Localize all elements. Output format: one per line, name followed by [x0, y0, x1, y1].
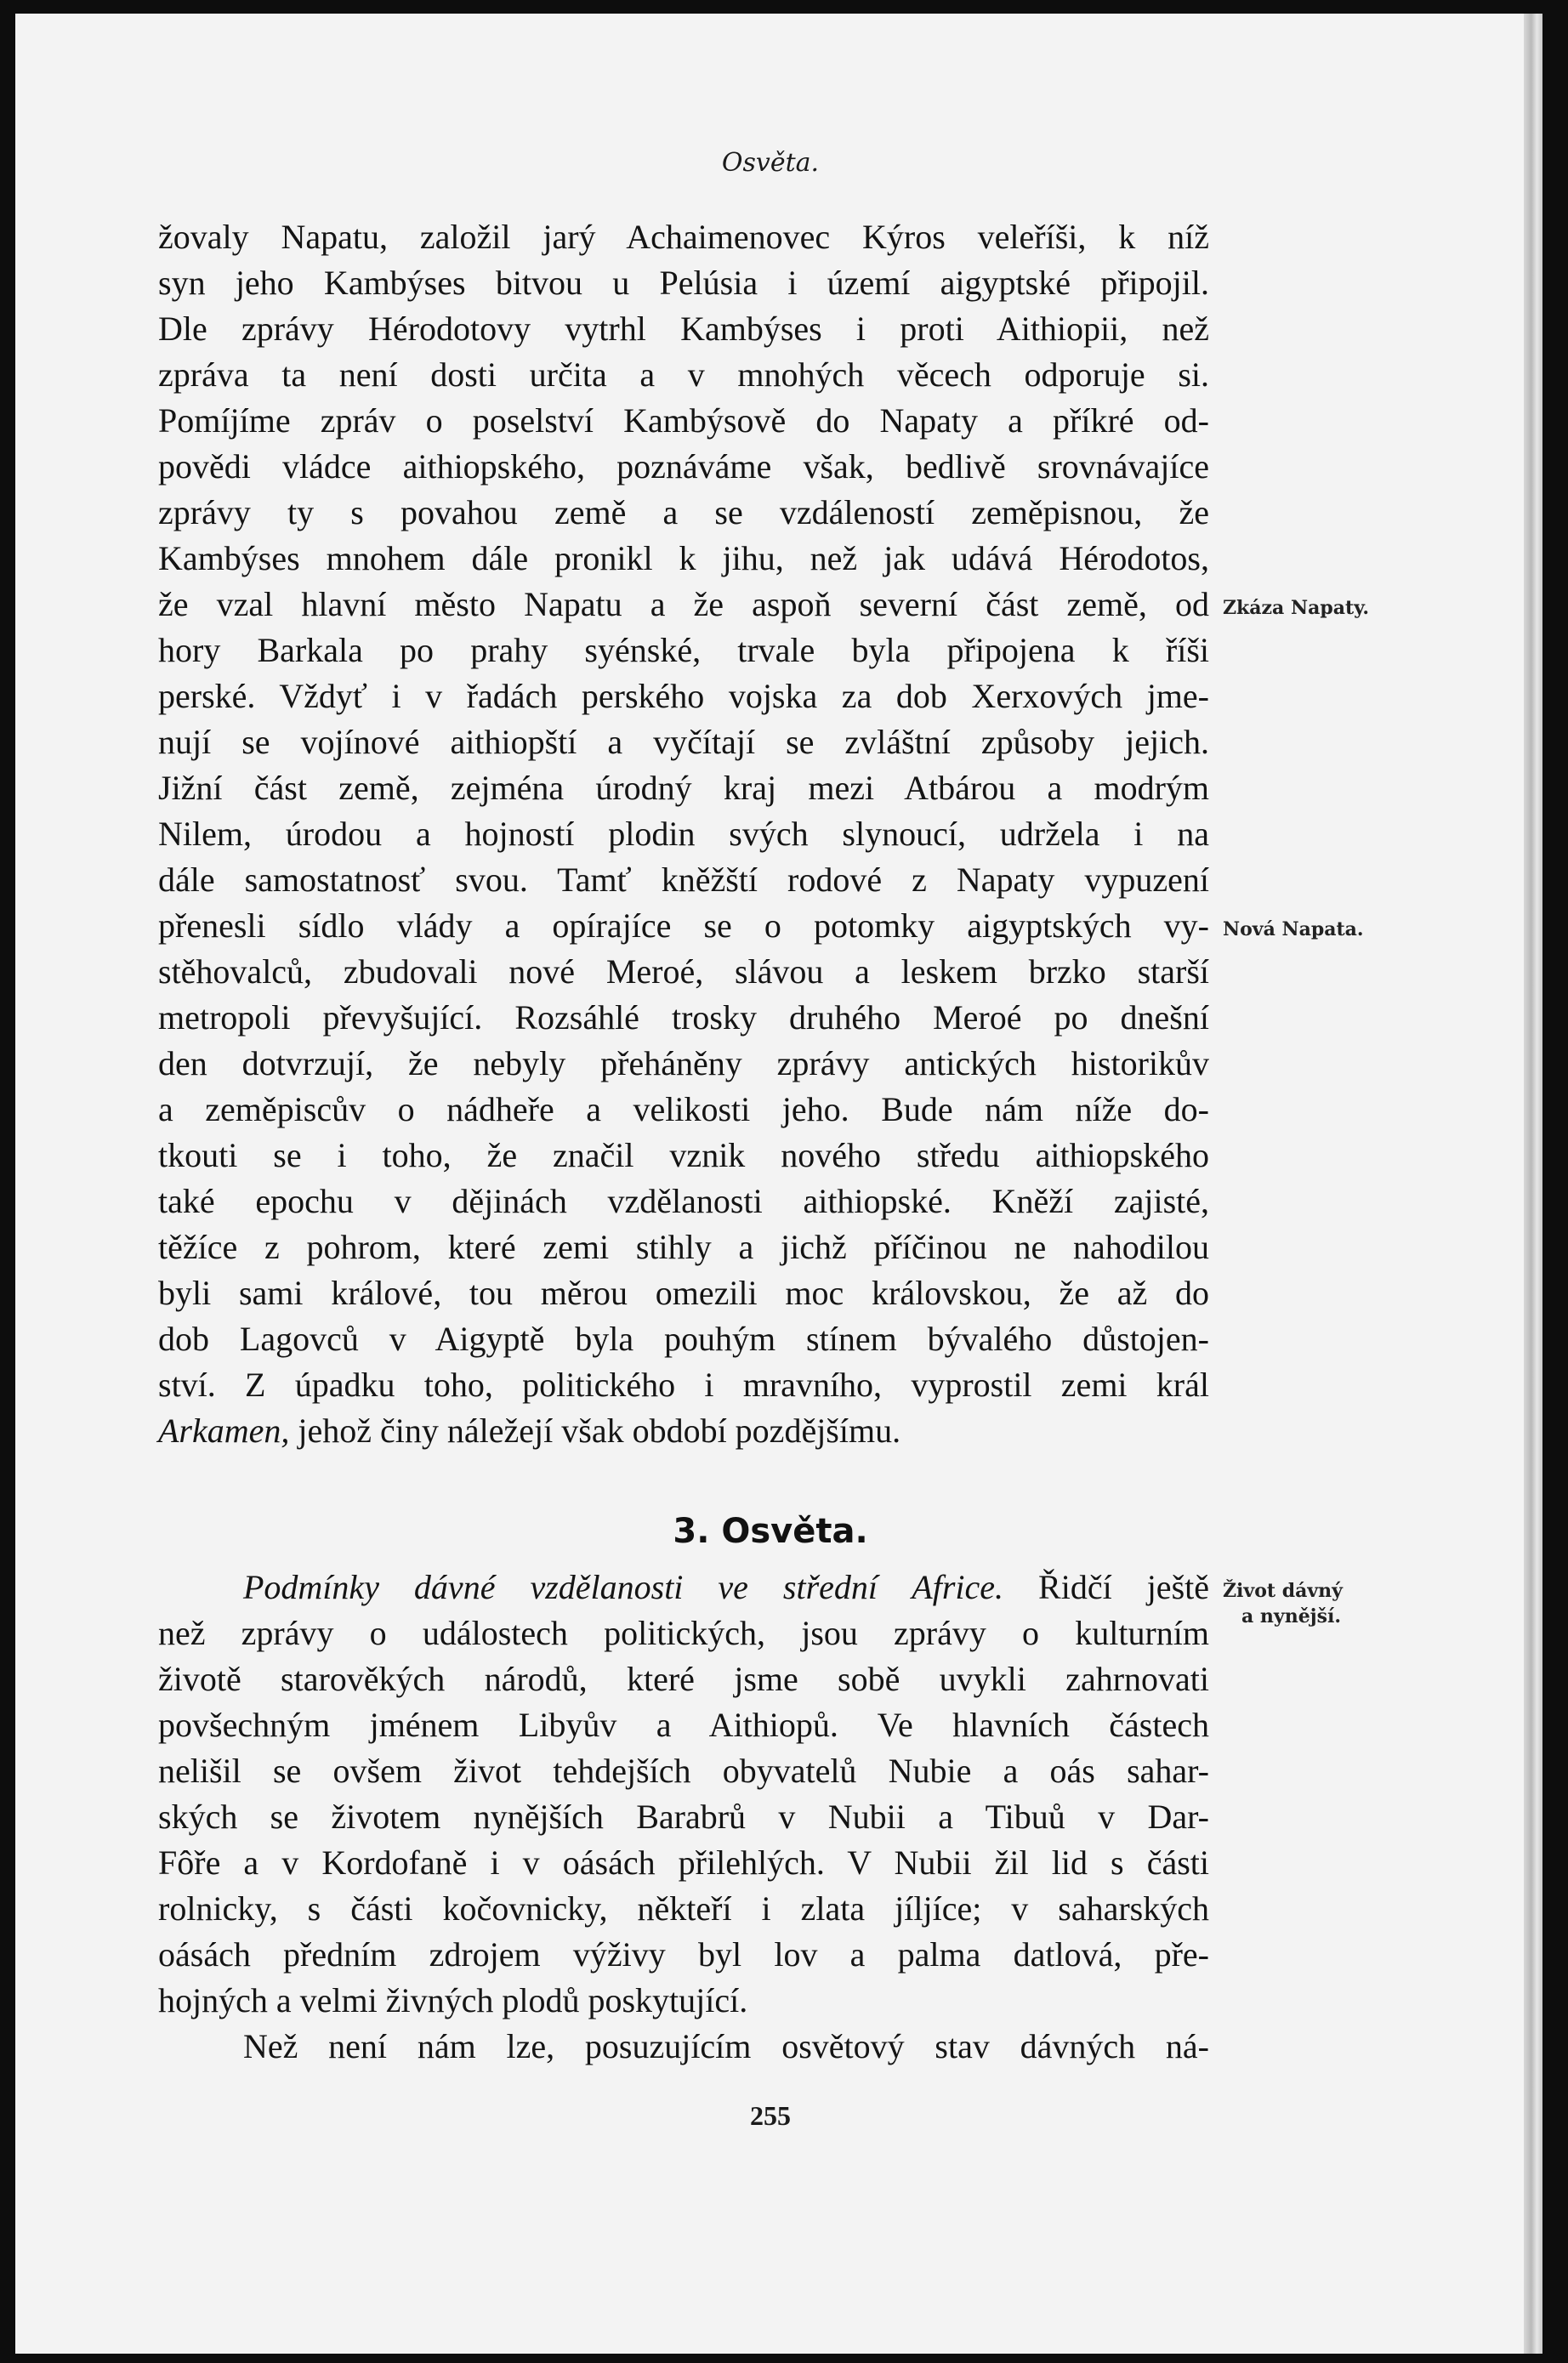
text-line: tkouti se i toho, že značil vznik nového středu aithiopského — [158, 1136, 1209, 1174]
text-line: a zeměpiscův o nádheře a velikosti jeho. Bude nám níže do- — [158, 1090, 1209, 1128]
text-line: metropoli převyšující. Rozsáhlé trosky druhého Meroé po dnešní — [158, 998, 1209, 1037]
text-line: dále samostatnosť svou. Tamť kněžští rodové z Napaty vypuzení — [158, 861, 1209, 899]
text-line: Pomíjíme zpráv o poselství Kambýsově do Napaty a příkré od- — [158, 401, 1209, 440]
text-line: Fôře a v Kordofaně i v oásách přilehlých. V Nubii žil lid s části — [158, 1843, 1209, 1882]
text-line: Kambýses mnohem dále pronikl k jihu, než jak udává Hérodotos, — [158, 539, 1209, 577]
text-line: zpráva ta není dosti určita a v mnohých věcech odporuje si. — [158, 355, 1209, 394]
text-line: že vzal hlavní město Napatu a že aspoň severní část země, od — [158, 585, 1209, 623]
text-line: zprávy ty s povahou země a se vzdáleností zeměpisnou, že — [158, 493, 1209, 531]
italic-lead: Podmínky dávné vzdělanosti ve střední Africe. — [243, 1568, 1004, 1606]
text-line: povědi vládce aithiopského, poznáváme však, bedlivě srovnávajíce — [158, 447, 1209, 486]
text-line: syn jeho Kambýses bitvou u Pelúsia i území aigyptské připojil. — [158, 264, 1209, 302]
text-line: Dle zprávy Hérodotovy vytrhl Kambýses i proti Aithiopii, než — [158, 310, 1209, 348]
margin-note: Nová Napata. — [1223, 918, 1364, 940]
italic-name: Arkamen, — [158, 1412, 290, 1450]
text-line: žovaly Napatu, založil jarý Achaimenovec Kýros veleříši, k níž — [158, 218, 1209, 256]
text-line: Jižní část země, zejména úrodný kraj mezi Atbárou a modrým — [158, 769, 1209, 807]
text-line: den dotvrzují, že nebyly přeháněny zprávy antických historikův — [158, 1044, 1209, 1082]
text-line: nují se vojínové aithiopští a vyčítají se zvláštní způsoby jejich. — [158, 723, 1209, 761]
margin-note: Zkáza Napaty. — [1223, 597, 1370, 619]
text-line: přenesli sídlo vlády a opírajíce se o potomky aigyptských vy- — [158, 906, 1209, 945]
text-line: oásách předním zdrojem výživy byl lov a palma datlová, pře- — [158, 1935, 1209, 1974]
text-line: hojných a velmi živných plodů poskytující. — [158, 1981, 748, 2019]
running-title: Osvěta. — [721, 148, 820, 178]
text-line — [158, 1408, 1209, 1454]
text-line: hory Barkala po prahy syénské, trvale byla připojena k říši — [158, 631, 1209, 669]
text-line: těžíce z pohrom, které zemi stihly a jichž příčinou ne nahodilou — [158, 1228, 1209, 1266]
text-line: ství. Z úpadku toho, politického i mravního, vyprostil zemi král — [158, 1366, 1209, 1404]
text-line — [158, 1565, 1209, 1610]
text-line: nelišil se ovšem život tehdejších obyvatelů Nubie a oás sahar- — [158, 1752, 1209, 1790]
text-line: než zprávy o událostech politických, jsou zprávy o kulturním — [158, 1614, 1209, 1652]
text-line: byli sami králové, tou měrou omezili moc královskou, že až do — [158, 1274, 1209, 1312]
book-page — [15, 14, 1531, 2354]
text-line: povšechným jménem Libyův a Aithiopů. Ve hlavních částech — [158, 1706, 1209, 1744]
page-number: 255 — [750, 2100, 791, 2131]
text-line: Nilem, úrodou a hojností plodin svých slynoucí, udržela i na — [158, 815, 1209, 853]
text-line: ských se životem nynějších Barabrů v Nubii a Tibuů v Dar- — [158, 1798, 1209, 1836]
text-line: Než není nám lze, posuzujícím osvětový stav dávných ná- — [243, 2027, 1209, 2065]
text-line: rolnicky, s části kočovnicky, někteří i zlata jíljíce; v saharských — [158, 1889, 1209, 1928]
text-line: stěhovalců, zbudovali nové Meroé, slávou a leskem brzko starší — [158, 952, 1209, 991]
line-rest: jehož činy náležejí však období pozdějšímu. — [289, 1412, 901, 1450]
text-line: perské. Vždyť i v řadách perského vojska za dob Xerxových jme- — [158, 677, 1209, 715]
binding-edge — [1524, 14, 1542, 2354]
text-line: také epochu v dějinách vzdělanosti aithiopské. Kněží zajisté, — [158, 1182, 1209, 1220]
text-line: životě starověkých národů, které jsme sobě uvykli zahrnovati — [158, 1660, 1209, 1698]
text-line: dob Lagovců v Aigyptě byla pouhým stínem bývalého důstojen- — [158, 1320, 1209, 1358]
margin-note: Život dávný — [1223, 1580, 1343, 1602]
line-rest: Řidčí ještě — [1003, 1568, 1209, 1606]
margin-note: a nynější. — [1241, 1605, 1342, 1627]
section-heading: 3. Osvěta. — [673, 1512, 868, 1551]
